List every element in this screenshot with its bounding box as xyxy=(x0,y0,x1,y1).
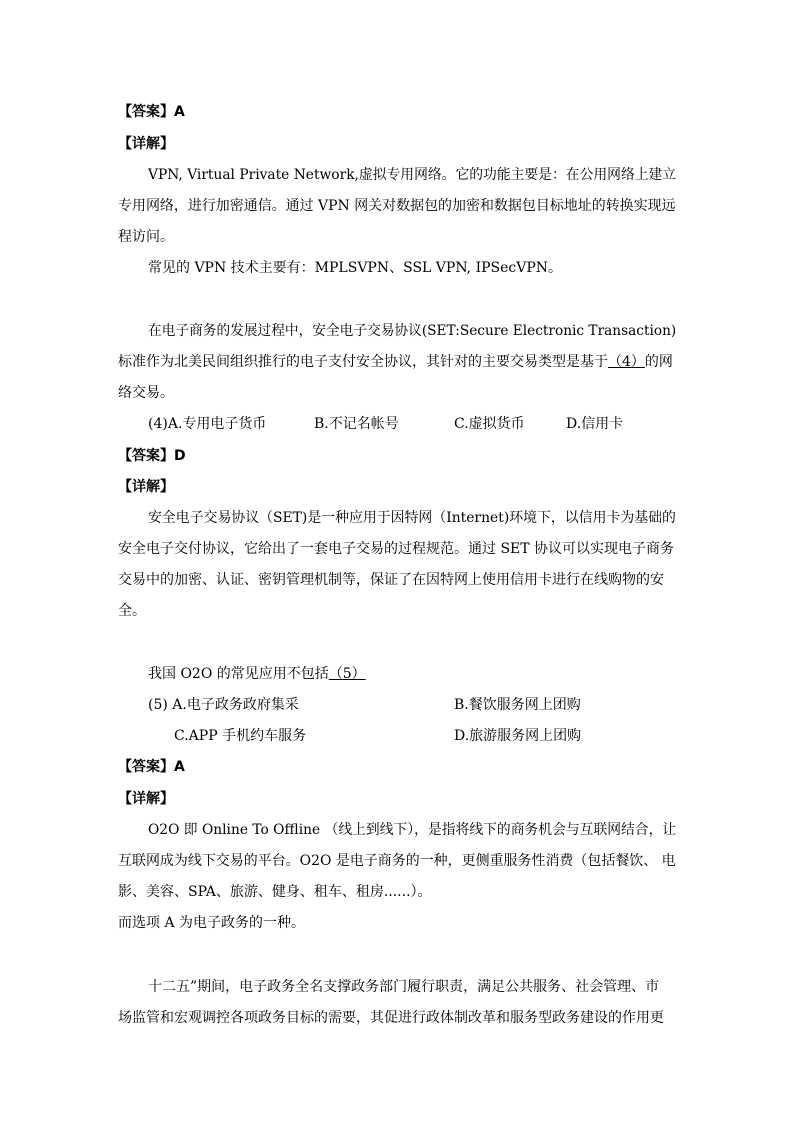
explain-text: 安全电子交付协议，它给出了一套电子交易的过程规范。通过 SET 协议可以实现电子商务 xyxy=(118,541,675,557)
question-stem: 在电子商务的发展过程中，安全电子交易协议(SET:Secure Electronic Transaction) xyxy=(148,323,677,339)
answer-heading: 【答案】A xyxy=(118,759,185,775)
option-a: (5) A.电子政务政府集采 xyxy=(148,697,299,713)
question-stem: 络交易。 xyxy=(118,385,174,401)
option-b: B.餐饮服务网上团购 xyxy=(454,697,581,713)
explain-text: 全。 xyxy=(118,603,146,619)
options-row xyxy=(148,414,674,434)
explain-text: 影、美容、SPA、旅游、健身、租车、租房......）。 xyxy=(118,884,432,900)
option-d: D.信用卡 xyxy=(566,416,624,432)
explain-heading: 【详解】 xyxy=(118,791,174,807)
question-stem: 十二五”期间，电子政务全名支撑政务部门履行职责，满足公共服务、社会管理、市 xyxy=(148,979,660,995)
question-blank: （4） xyxy=(608,354,645,370)
question-stem: 标准作为北美民间组织推行的电子支付安全协议，其针对的主要交易类型是基于（4）的网 xyxy=(118,354,673,370)
explain-text: 程访问。 xyxy=(118,229,174,245)
question-blank: （5） xyxy=(328,666,366,682)
option-b: B.不记名帐号 xyxy=(314,416,399,432)
explain-heading: 【详解】 xyxy=(118,479,174,495)
explain-text: 安全电子交易协议（SET)是一种应用于因特网（Internet)环境下，以信用卡为基础的 xyxy=(148,510,676,526)
options-row xyxy=(174,726,594,746)
option-c: C.虚拟货币 xyxy=(454,416,525,432)
question-stem: 场监管和宏观调控各项政务目标的需要，其促进行政体制改革和服务型政务建设的作用更 xyxy=(118,1010,664,1026)
option-c: C.APP 手机约车服务 xyxy=(174,728,307,744)
answer-heading: 【答案】A xyxy=(118,104,185,120)
explain-text: 互联网成为线下交易的平台。O2O 是电子商务的一种，更侧重服务性消费（包括餐饮、 电 xyxy=(118,853,676,869)
explain-text: O2O 即 Online To Offline （线上到线下），是指将线下的商务机会与互联网结合，让 xyxy=(148,822,677,838)
explain-heading: 【详解】 xyxy=(118,136,174,152)
explain-text: VPN, Virtual Private Network,虚拟专用网络。它的功能主要是：在公用网络上建立 xyxy=(148,167,677,183)
option-d: D.旅游服务网上团购 xyxy=(454,728,582,744)
explain-text: 常见的 VPN 技术主要有：MPLSVPN、SSL VPN, IPSecVPN。 xyxy=(148,260,563,276)
answer-heading: 【答案】D xyxy=(118,448,186,464)
explain-text: 交易中的加密、认证、密钥管理机制等，保证了在因特网上使用信用卡进行在线购物的安 xyxy=(118,572,664,588)
explain-text: 而选项 A 为电子政务的一种。 xyxy=(118,915,306,931)
options-row xyxy=(148,695,598,715)
explain-text: 专用网络，进行加密通信。通过 VPN 网关对数据包的加密和数据包目标地址的转换实现远 xyxy=(118,198,676,214)
option-a: (4)A.专用电子货币 xyxy=(148,416,267,432)
question-stem: 我国 O2O 的常见应用不包括（5） xyxy=(148,666,366,682)
